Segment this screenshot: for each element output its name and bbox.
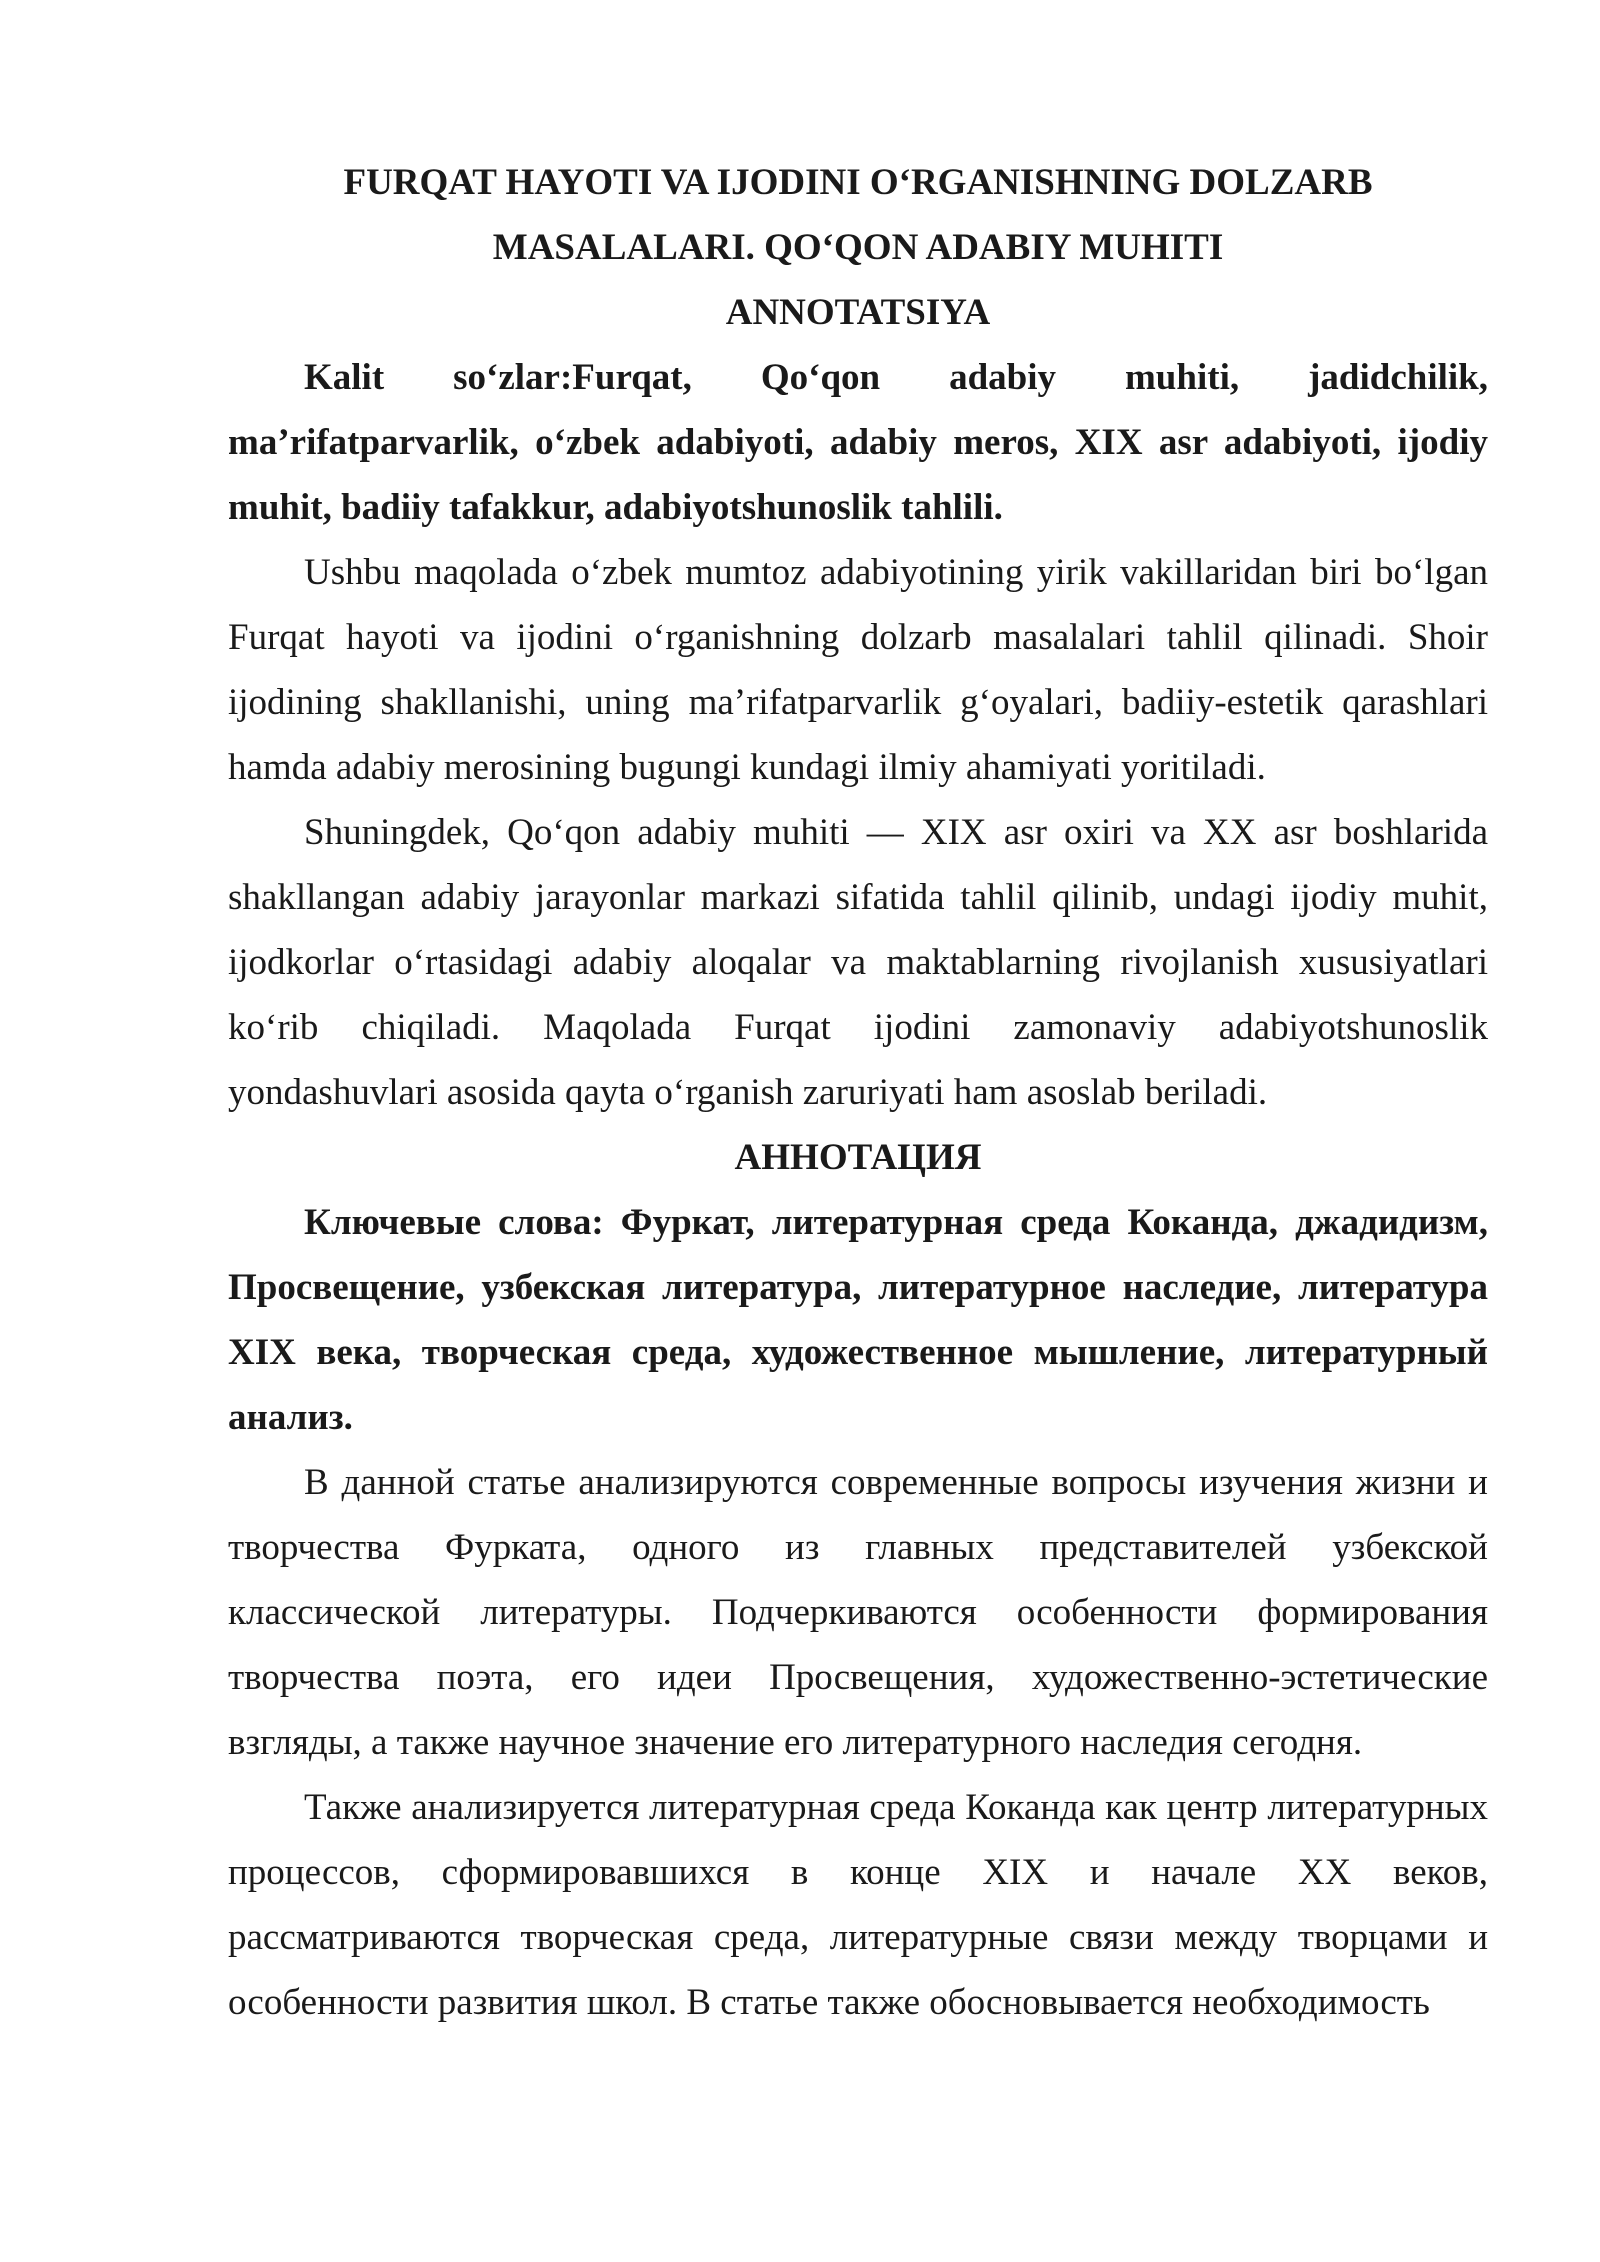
keywords-uz: Kalit so‘zlar:Furqat, Qo‘qon adabiy muhiti, jadidchilik, ma’rifatparvarlik, o‘zbek adabiyoti, adabiy meros, XIX asr adabiyoti, ijodiy muhit, badiiy tafakkur, adabiyotshunoslik tahlili.	[228, 357, 1488, 528]
document-page	[228, 150, 1488, 2035]
abstract-uz-paragraph-1: Ushbu maqolada o‘zbek mumtoz adabiyotining yirik vakillaridan biri bo‘lgan Furqat hayoti va ijodini o‘rganishning dolzarb masalalari tahlil qilinadi. Shoir ijodining shakllanishi, uning ma’rifatparvarlik g‘oyalari, badiiy-estetik qarashlari hamda adabiy merosining bugungi kundagi ilmiy ahamiyati yoritiladi.	[228, 552, 1488, 788]
abstract-ru-paragraph-1: В данной статье анализируются современные вопросы изучения жизни и творчества Фурката, одного из главных представителей узбекской классической литературы. Подчеркиваются особенности формирования творчества поэта, его идеи Просвещения, художественно-эстетические взгляды, а также научное значение его литературного наследия сегодня.	[228, 1462, 1488, 1763]
annotation-heading-ru: АННОТАЦИЯ	[734, 1137, 982, 1178]
article-title-line-2: MASALALARI. QO‘QON ADABIY MUHITI	[492, 227, 1224, 268]
article-title-line-1: FURQAT HAYOTI VA IJODINI O‘RGANISHNING DOLZARB	[343, 162, 1373, 203]
abstract-uz-paragraph-2: Shuningdek, Qo‘qon adabiy muhiti — XIX asr oxiri va XX asr boshlarida shakllangan adabiy jarayonlar markazi sifatida tahlil qilinib, undagi ijodiy muhit, ijodkorlar o‘rtasidagi adabiy aloqalar va maktablarning rivojlanish xususiyatlari ko‘rib chiqiladi. Maqolada Furqat ijodini zamonaviy adabiyotshunoslik yondashuvlari asosida qayta o‘rganish zaruriyati ham asoslab beriladi.	[228, 812, 1488, 1113]
keywords-ru: Ключевые слова: Фуркат, литературная среда Коканда, джадидизм, Просвещение, узбекская литература, литературное наследие, литература XIX века, творческая среда, художественное мышление, литературный анализ.	[228, 1202, 1488, 1438]
abstract-ru-paragraph-2: Также анализируется литературная среда Коканда как центр литературных процессов, сформировавшихся в конце XIX и начале XX веков, рассматриваются творческая среда, литературные связи между творцами и особенности развития школ. В статье также обосновывается необходимость	[228, 1787, 1488, 2023]
annotation-heading-uz: ANNOTATSIYA	[725, 292, 991, 333]
